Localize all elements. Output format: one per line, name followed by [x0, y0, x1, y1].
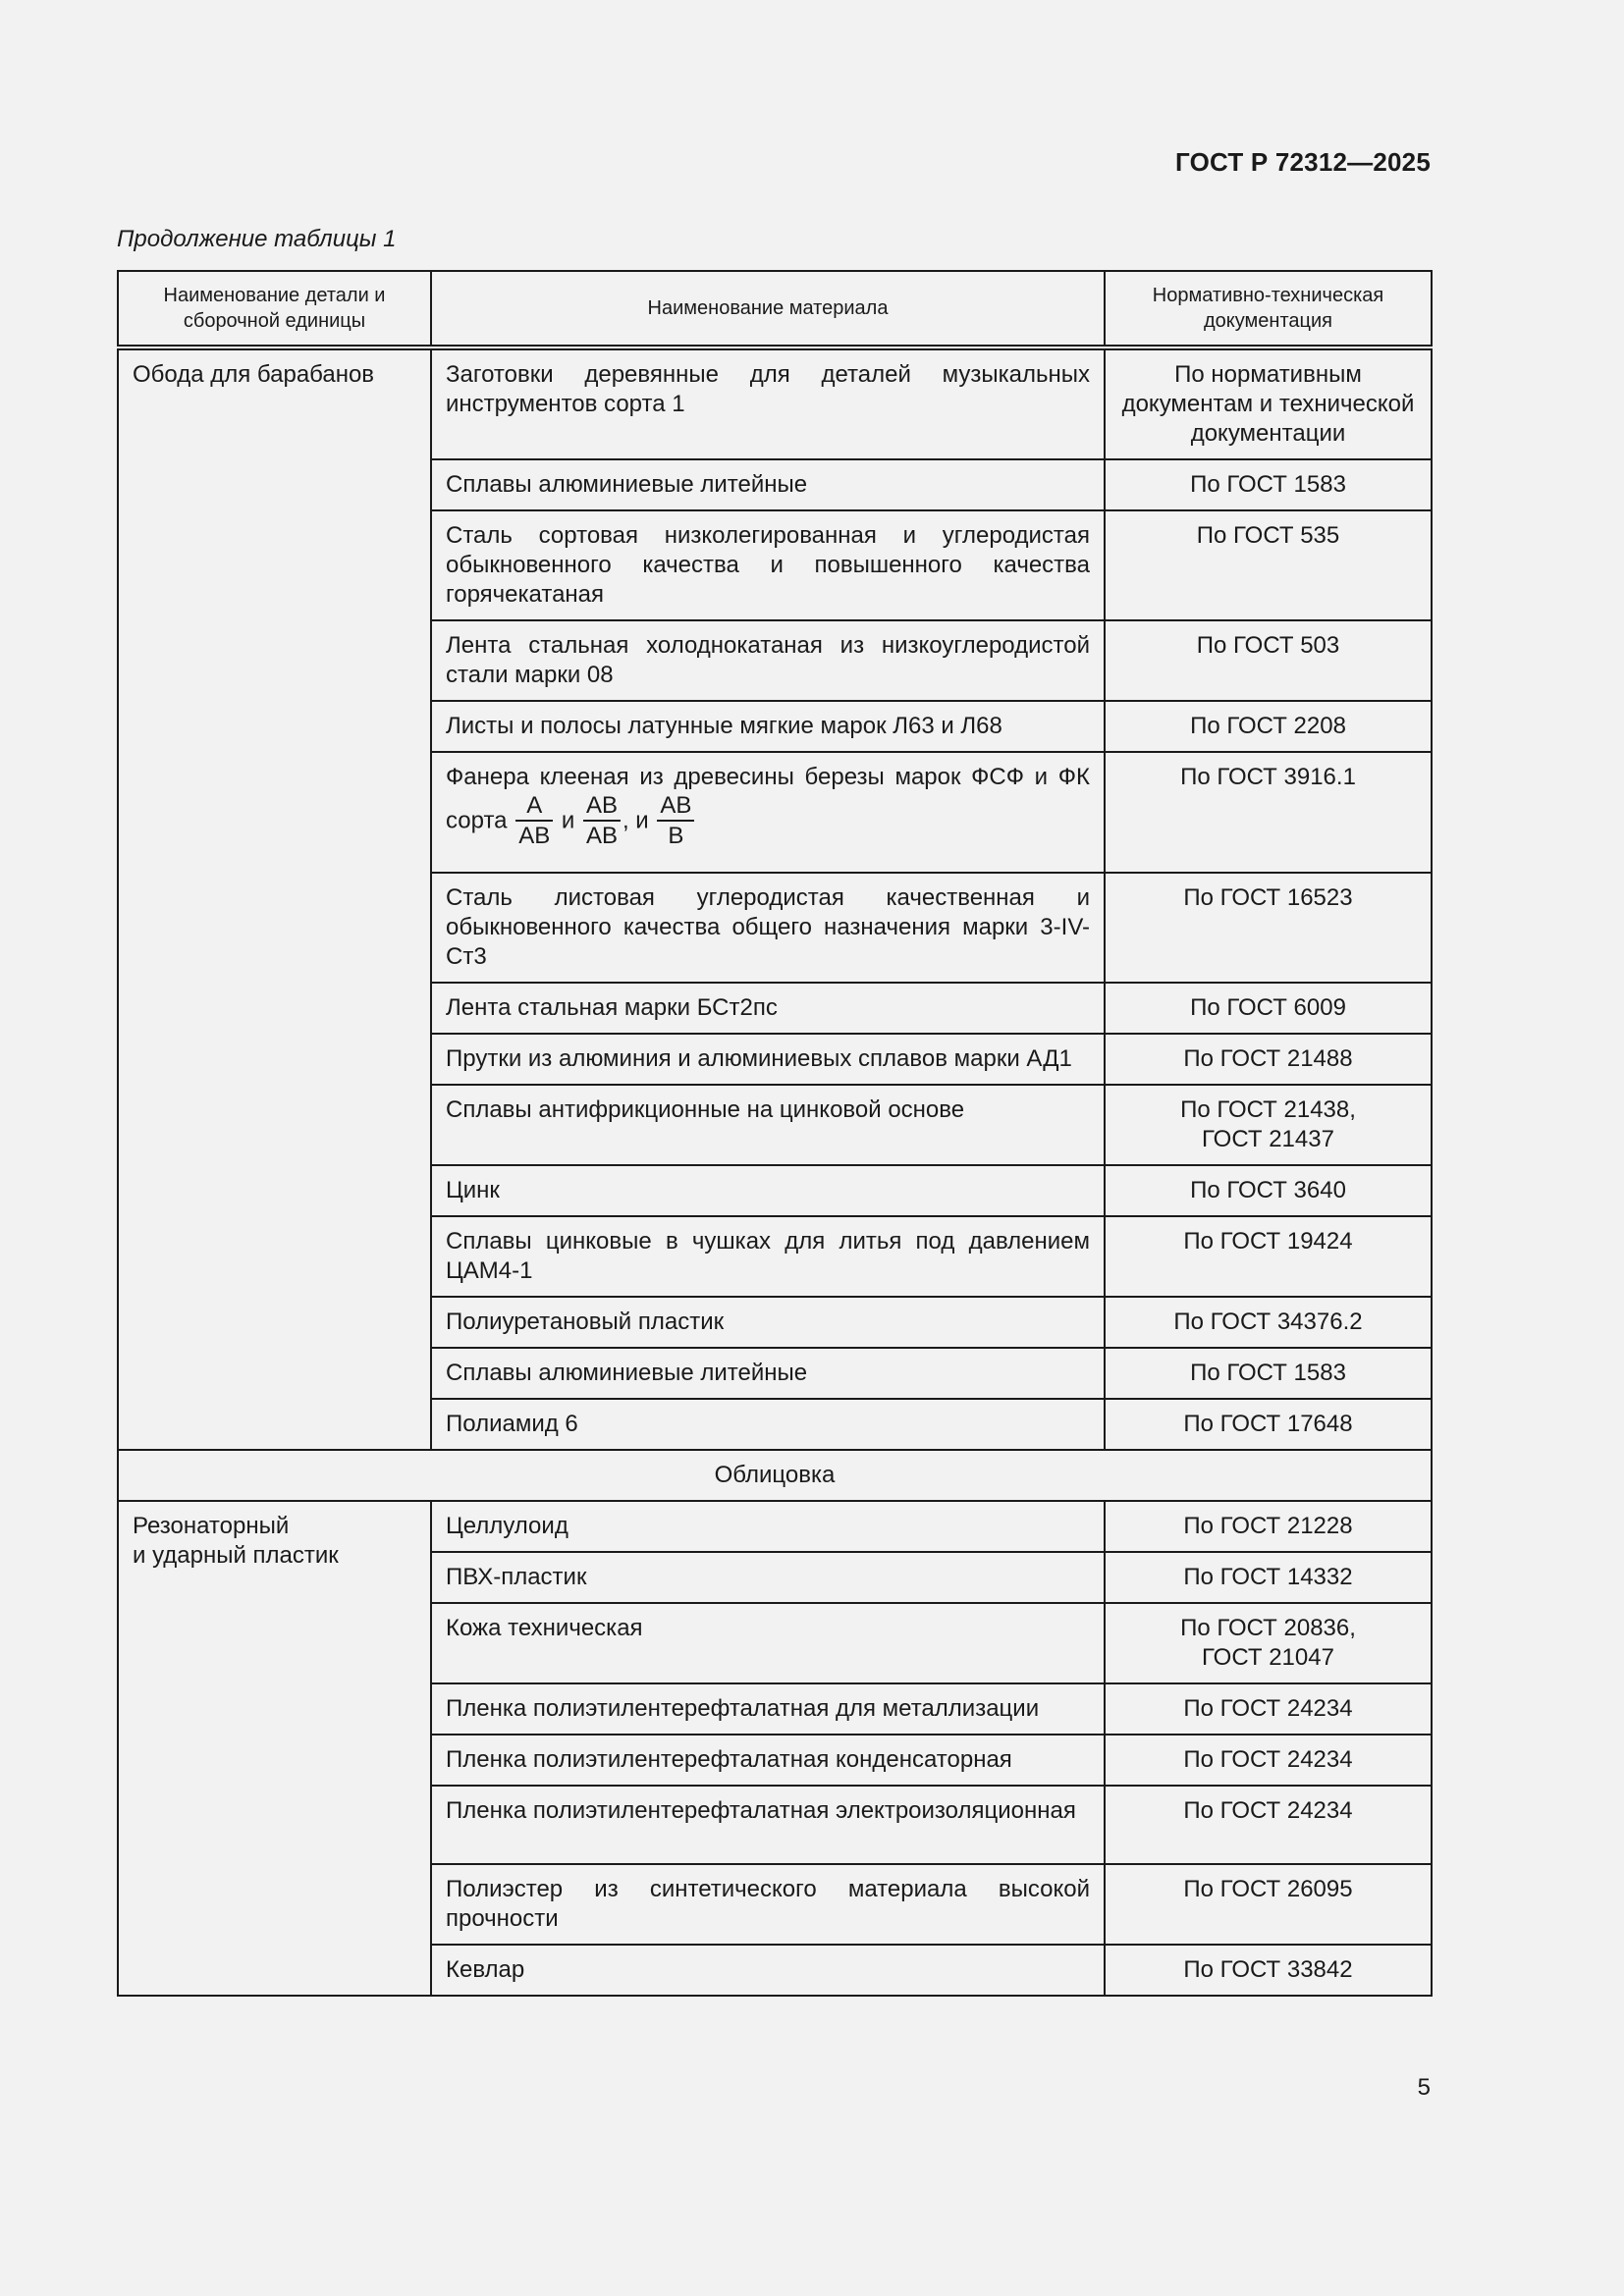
material-cell: Сплавы цинковые в чушках для литья под давлением ЦАМ4-1: [431, 1216, 1105, 1297]
documentation-cell: [1105, 1085, 1432, 1165]
material-cell: Сплавы алюминиевые литейные: [431, 459, 1105, 510]
column-header-material: Наименование материала: [431, 271, 1105, 347]
fraction: [583, 792, 621, 851]
documentation-cell: По ГОСТ 21228: [1105, 1501, 1432, 1552]
material-cell: Цинк: [431, 1165, 1105, 1216]
fraction-denominator: АВ: [518, 823, 551, 849]
fraction: [657, 792, 694, 851]
doc-line: По ГОСТ 20836,: [1180, 1615, 1356, 1641]
material-cell: Полиуретановый пластик: [431, 1297, 1105, 1348]
material-cell: Пленка полиэтилентерефталатная для металлизации: [431, 1683, 1105, 1735]
section-row: [118, 1450, 1432, 1501]
documentation-cell: По ГОСТ 17648: [1105, 1399, 1432, 1450]
documentation-cell: По ГОСТ 21488: [1105, 1034, 1432, 1085]
part-line: и ударный пластик: [133, 1542, 339, 1569]
documentation-cell: По ГОСТ 24234: [1105, 1735, 1432, 1786]
material-cell: Лента стальная холоднокатаная из низкоуглеродистой стали марки 08: [431, 620, 1105, 701]
material-cell: Пленка полиэтилентерефталатная конденсаторная: [431, 1735, 1105, 1786]
documentation-cell: [1105, 1603, 1432, 1683]
fraction: [515, 792, 553, 851]
material-cell: Сталь листовая углеродистая качественная и обыкновенного качества общего назначения марки 3-IV-Ст3: [431, 873, 1105, 983]
conjunction: , и: [622, 807, 649, 834]
page-number: 5: [1417, 2074, 1431, 2101]
materials-table: [117, 270, 1433, 1997]
section-title: Облицовка: [118, 1450, 1432, 1501]
material-cell: ПВХ-пластик: [431, 1552, 1105, 1603]
documentation-cell: По ГОСТ 19424: [1105, 1216, 1432, 1297]
material-cell: Пленка полиэтилентерефталатная электроизоляционная: [431, 1786, 1105, 1864]
documentation-cell: По ГОСТ 33842: [1105, 1945, 1432, 1996]
table-row: [118, 347, 1432, 459]
material-cell: Кевлар: [431, 1945, 1105, 1996]
documentation-cell: По ГОСТ 2208: [1105, 701, 1432, 752]
fraction-denominator: В: [668, 823, 684, 849]
material-cell-fractions: [431, 752, 1105, 873]
documentation-cell: По ГОСТ 3640: [1105, 1165, 1432, 1216]
part-line: Резонаторный: [133, 1513, 290, 1539]
documentation-cell: По ГОСТ 1583: [1105, 459, 1432, 510]
material-cell: Сплавы антифрикционные на цинковой основе: [431, 1085, 1105, 1165]
material-cell: Листы и полосы латунные мягкие марок Л63 и Л68: [431, 701, 1105, 752]
documentation-cell: По ГОСТ 503: [1105, 620, 1432, 701]
fraction-numerator: А: [515, 792, 553, 822]
documentation-cell: По ГОСТ 34376.2: [1105, 1297, 1432, 1348]
fraction-numerator: АВ: [583, 792, 621, 822]
documentation-cell: По ГОСТ 535: [1105, 510, 1432, 620]
table-header-row: [118, 271, 1432, 347]
doc-line: ГОСТ 21437: [1202, 1126, 1334, 1152]
documentation-cell: По ГОСТ 1583: [1105, 1348, 1432, 1399]
column-header-documentation: Нормативно-техническая документация: [1105, 271, 1432, 347]
material-cell: Полиэстер из синтетического материала высокой прочности: [431, 1864, 1105, 1945]
material-cell: Сплавы алюминиевые литейные: [431, 1348, 1105, 1399]
fraction-denominator: АВ: [585, 823, 618, 849]
documentation-cell: По нормативным документам и технической документации: [1105, 347, 1432, 459]
documentation-cell: По ГОСТ 16523: [1105, 873, 1432, 983]
documentation-cell: По ГОСТ 24234: [1105, 1786, 1432, 1864]
part-name-drum-rims: Обода для барабанов: [118, 347, 431, 1450]
doc-line: ГОСТ 21047: [1202, 1644, 1334, 1671]
documentation-cell: По ГОСТ 24234: [1105, 1683, 1432, 1735]
material-cell: Целлулоид: [431, 1501, 1105, 1552]
doc-line: По ГОСТ 21438,: [1180, 1096, 1356, 1123]
table-caption: Продолжение таблицы 1: [117, 226, 397, 252]
material-cell: Заготовки деревянные для деталей музыкальных инструментов сорта 1: [431, 347, 1105, 459]
material-cell: Лента стальная марки БСт2пс: [431, 983, 1105, 1034]
standard-code: ГОСТ Р 72312—2025: [1175, 147, 1431, 177]
column-header-part: Наименование детали и сборочной единицы: [118, 271, 431, 347]
table-row: [118, 1501, 1432, 1552]
conjunction: и: [561, 807, 575, 834]
documentation-cell: По ГОСТ 3916.1: [1105, 752, 1432, 873]
documentation-cell: По ГОСТ 26095: [1105, 1864, 1432, 1945]
material-cell: Сталь сортовая низколегированная и углеродистая обыкновенного качества и повышенного качества горячекатаная: [431, 510, 1105, 620]
part-name-resonator-batter: [118, 1501, 431, 1996]
fraction-numerator: АВ: [657, 792, 694, 822]
material-cell: Кожа техническая: [431, 1603, 1105, 1683]
documentation-cell: По ГОСТ 14332: [1105, 1552, 1432, 1603]
documentation-cell: По ГОСТ 6009: [1105, 983, 1432, 1034]
material-cell: Прутки из алюминия и алюминиевых сплавов марки АД1: [431, 1034, 1105, 1085]
material-cell: Полиамид 6: [431, 1399, 1105, 1450]
material-text: Фанера клееная из древесины березы марок ФСФ и ФК сорта: [446, 764, 1090, 834]
